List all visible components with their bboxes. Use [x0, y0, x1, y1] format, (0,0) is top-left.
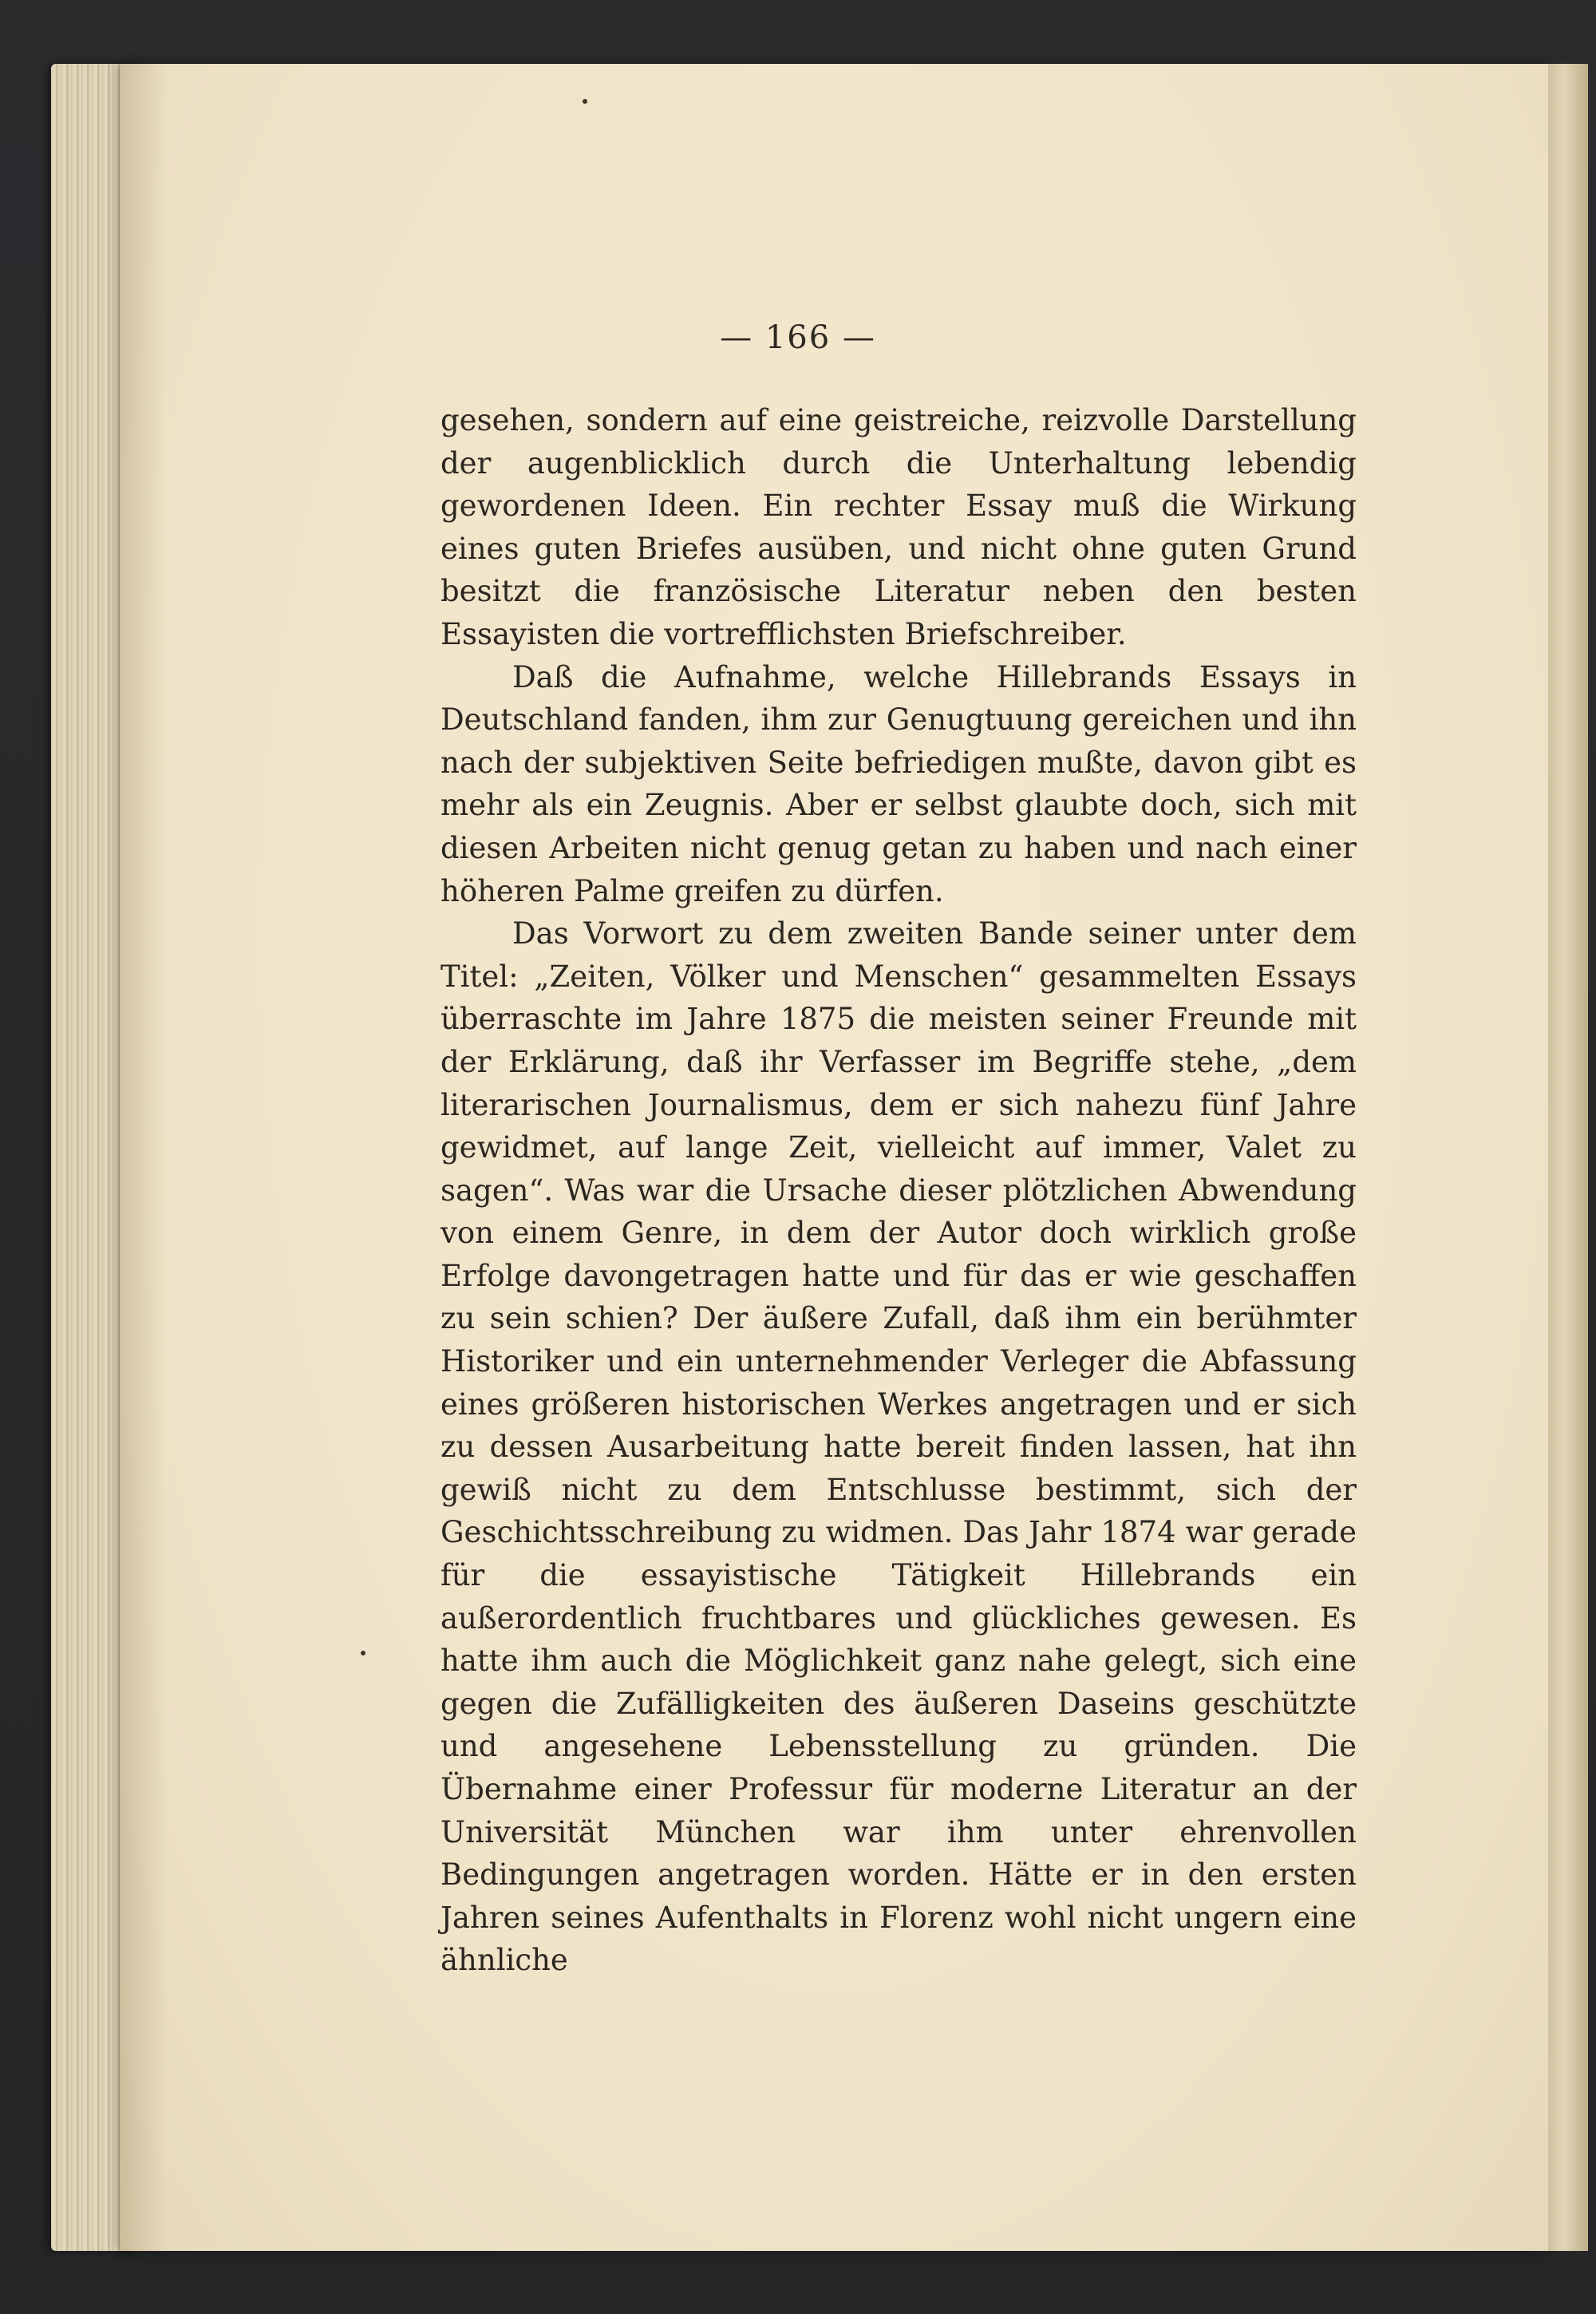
- page-speck: [361, 1651, 365, 1655]
- paragraph-3: Das Vorwort zu dem zweiten Bande seiner unter dem Titel: „Zeiten, Völker und Menschen“ gesammelten Essays überraschte im Jahre 1875 die meisten seiner Freunde mit der Erklärung, daß ihr Verfasser im Begriffe stehe, „dem literarischen Journalismus, dem er sich nahezu fünf Jahre gewidmet, auf lange Zeit, vielleicht auf immer, Valet zu sagen“. Was war die Ursache dieser plötzlichen Abwendung von einem Genre, in dem der Autor doch wirklich große Erfolge davongetragen hatte und für das er wie geschaffen zu sein schien? Der äußere Zufall, daß ihm ein berühmter Historiker und ein unternehmender Verleger die Abfassung eines größeren historischen Werkes angetragen und er sich zu dessen Ausarbeitung hatte bereit finden lassen, hat ihn gewiß nicht zu dem Entschlusse bestimmt, sich der Geschichtsschreibung zu widmen. Das Jahr 1874 war gerade für die essayistische Tätigkeit Hillebrands ein außerordentlich fruchtbares und glückliches gewesen. Es hatte ihm auch die Möglichkeit ganz nahe gelegt, sich eine gegen die Zufälligkeiten des äußeren Daseins geschützte und angesehene Lebensstellung zu gründen. Die Übernahme einer Professur für moderne Literatur an der Universität München war ihm unter ehrenvollen Bedingungen angetragen worden. Hätte er in den ersten Jahren seines Aufenthalts in Florenz wohl nicht ungern eine ähnliche: [440, 916, 1357, 1978]
- paragraph-1: gesehen, sondern auf eine geistreiche, reizvolle Darstellung der augenblicklich durch die Unterhaltung lebendig gewordenen Ideen. Ein rechter Essay muß die Wirkung eines guten Briefes ausüben, und nicht ohne guten Grund besitzt die französische Literatur neben den besten Essayisten die vortrefflichsten Briefschreiber.: [440, 403, 1357, 651]
- paragraph-2: Daß die Aufnahme, welche Hillebrands Essays in Deutschland fanden, ihm zur Genugtuung gereichen und ihn nach der subjektiven Seite befriedigen mußte, davon gibt es mehr als ein Zeugnis. Aber er selbst glaubte doch, sich mit diesen Arbeiten nicht genug getan zu haben und nach einer höheren Palme greifen zu dürfen.: [440, 659, 1357, 908]
- page-number: — 166 —: [720, 319, 876, 356]
- body-text: [440, 399, 1357, 1982]
- page-speck: [583, 99, 587, 104]
- gutter-shadow: [120, 64, 168, 2251]
- facing-page-edge: [1548, 64, 1588, 2251]
